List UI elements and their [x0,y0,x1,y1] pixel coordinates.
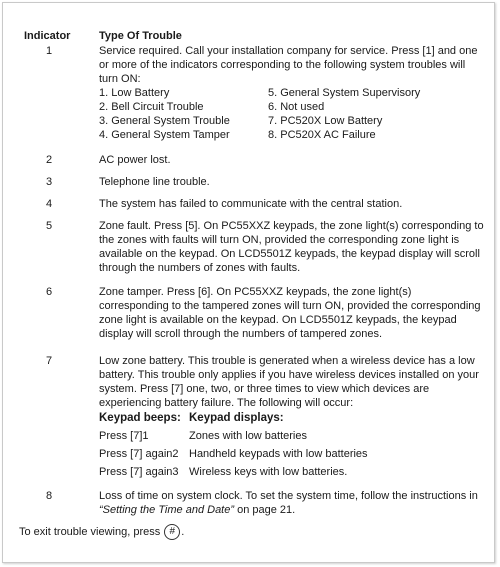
footer-text: To exit trouble viewing, press [19,526,161,538]
table-cell: Zones with low batteries [189,430,307,442]
list-item: 3. General System Trouble [99,115,230,127]
list-item: 8. PC520X AC Failure [268,129,376,141]
list-item: 7. PC520X Low Battery [268,115,383,127]
indicator-number: 3 [46,176,53,188]
trouble-description: Service required. Call your installation company for service. Press [1] and one or more of the indicators corresponding to the following system troubles will turn ON: [99,45,478,85]
trouble-list [99,86,484,142]
indicator-header: Indicator [24,30,71,42]
trouble-description: Low zone battery. This trouble is generated when a wireless device has a low battery. This trouble only applies if you have wireless devices installed on your system. Press [7] one, two, or three times to view which devices are experiencing battery failure. The following will occur: [99,355,479,409]
footer-instruction [19,524,184,540]
column-header: Keypad displays: [189,412,284,424]
table-cell: Press [7] again3 [99,466,179,478]
table-cell: Press [7] again2 [99,448,179,460]
trouble-description: Telephone line trouble. [99,176,210,188]
indicator-number: 1 [46,45,53,57]
table-row [99,465,484,479]
type-header: Type Of Trouble [99,30,182,42]
section-reference: “Setting the Time and Date” [99,504,235,516]
description-text: Loss of time on system clock. To set the system time, follow the instructions in [99,490,478,502]
footer-period: . [181,526,185,538]
indicator-number: 2 [46,154,53,166]
indicator-number: 4 [46,198,53,210]
keypad-table-header [99,411,484,425]
trouble-description: Zone fault. Press [5]. On PC55XXZ keypads, the zone light(s) corresponding to the zones with faults will turn ON, provided the corresponding zone light is available on the keypad. On LCD5501Z keypads, the keypad display will scroll through the numbers of zones with faults. [99,220,484,274]
trouble-description: Zone tamper. Press [6]. On PC55XXZ keypads, the zone light(s) corresponding to the tampered zones will turn ON, provided the corresponding zone light is available on the keypad. On LCD5501Z keypads, the keypad display will scroll through the numbers of tampered zones. [99,286,481,340]
trouble-description: AC power lost. [99,154,171,166]
table-cell: Handheld keypads with low batteries [189,448,368,460]
indicator-number: 6 [46,286,53,298]
table-row [99,429,484,443]
indicator-number: 5 [46,220,53,232]
list-item: 5. General System Supervisory [268,87,421,99]
list-item: 2. Bell Circuit Trouble [99,101,204,113]
list-item: 4. General System Tamper [99,129,230,141]
trouble-description [99,489,484,517]
list-item: 6. Not used [268,101,325,113]
table-cell: Press [7]1 [99,430,149,442]
description-text: on page 21. [234,504,296,516]
table-row [99,447,484,461]
table-cell: Wireless keys with low batteries. [189,466,348,478]
hash-key-icon: # [164,524,180,540]
column-header: Keypad beeps: [99,412,181,424]
trouble-description: The system has failed to communicate with the central station. [99,198,403,210]
list-item: 1. Low Battery [99,87,170,99]
indicator-number: 7 [46,355,53,367]
indicator-number: 8 [46,490,53,502]
